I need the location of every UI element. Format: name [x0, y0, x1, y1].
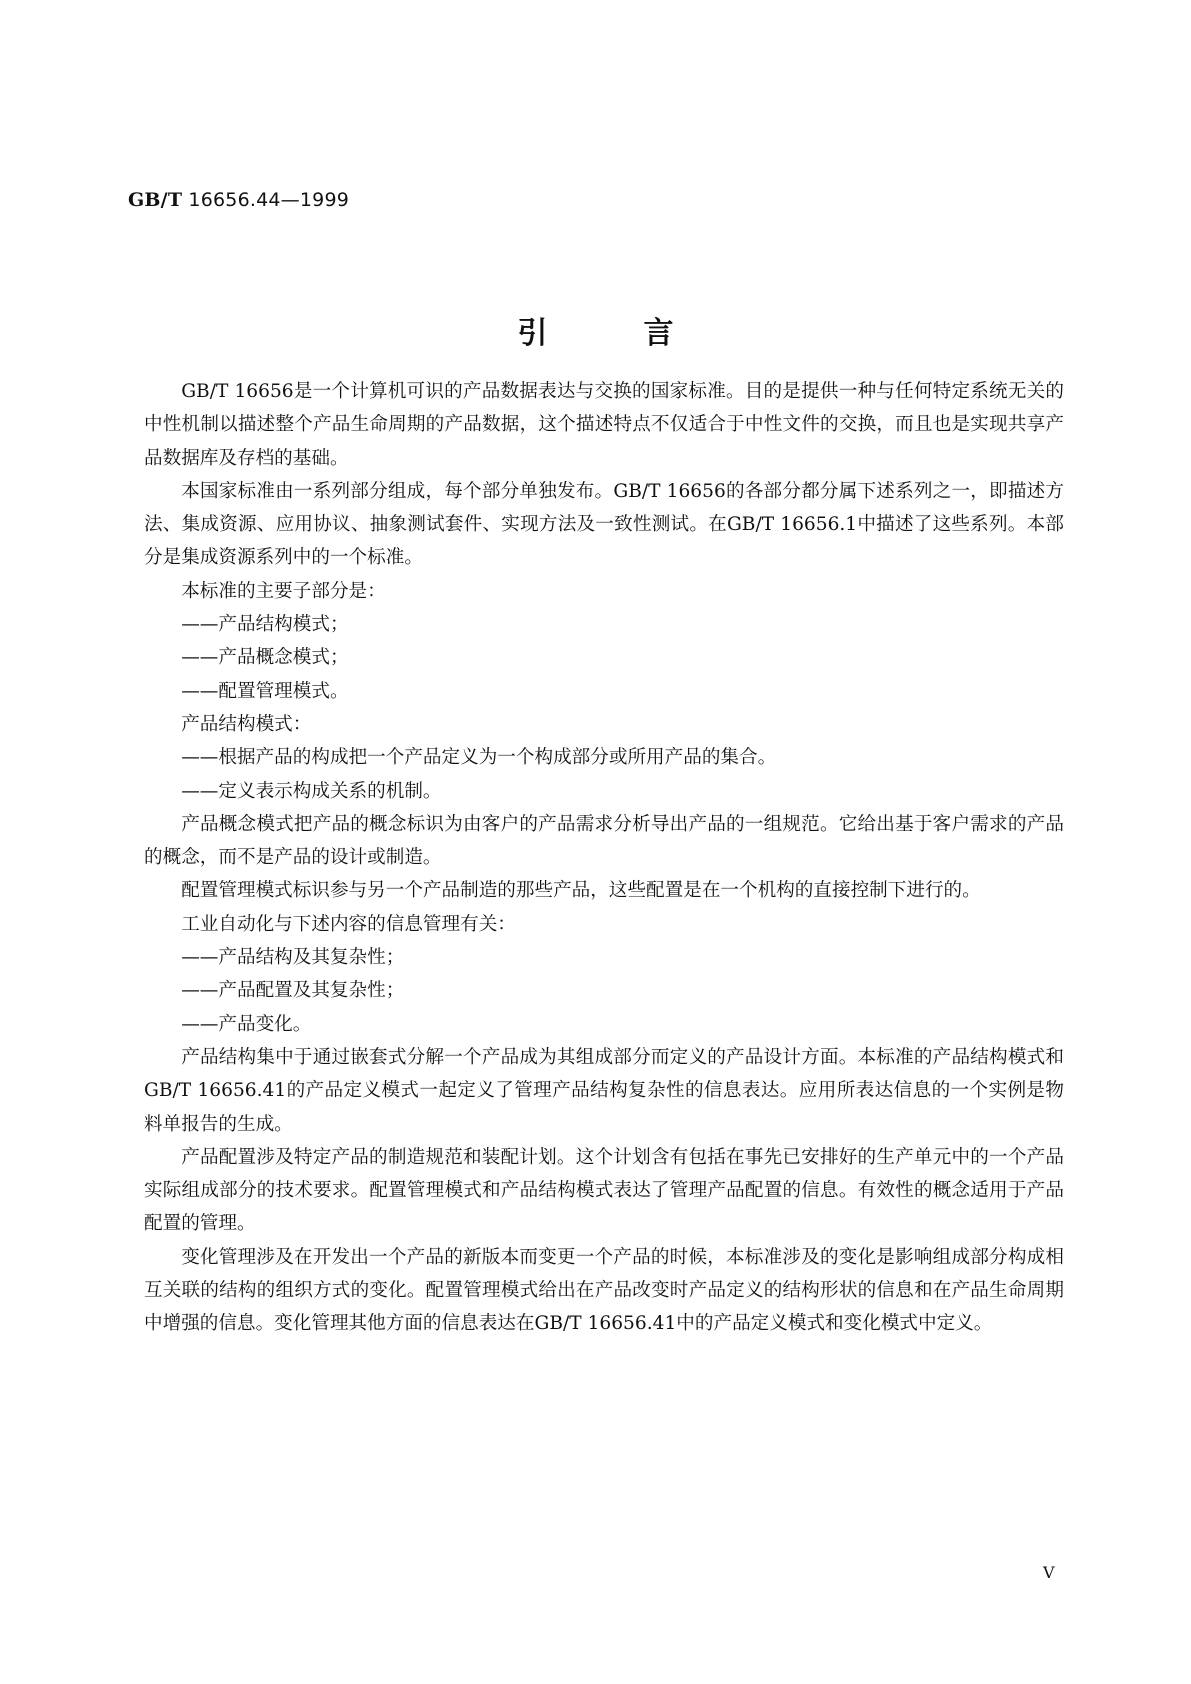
paragraph: 产品配置涉及特定产品的制造规范和装配计划。这个计划含有包括在事先已安排好的生产单元中的一个产品实际组成部分的技术要求。配置管理模式和产品结构模式表达了管理产品配置的信息。有效性的概念适用于产品配置的管理。	[144, 1146, 1064, 1235]
list-item: ——配置管理模式。	[181, 680, 349, 702]
paragraph: 本标准的主要子部分是：	[181, 580, 386, 602]
paragraph: 产品结构模式：	[181, 713, 312, 735]
list-item: ——产品配置及其复杂性；	[181, 980, 405, 1002]
page-title: 引言	[517, 316, 770, 351]
document-body	[144, 375, 1064, 1341]
standard-code-header	[128, 189, 349, 211]
list-item: ——根据产品的构成把一个产品定义为一个构成部分或所用产品的集合。	[181, 747, 777, 769]
standard-code-number: 16656.44—1999	[188, 189, 350, 211]
paragraph: 配置管理模式标识参与另一个产品制造的那些产品，这些配置是在一个机构的直接控制下进行的。	[181, 880, 981, 902]
list-item: ——产品结构及其复杂性；	[181, 947, 405, 969]
list-item: ——产品概念模式；	[181, 647, 349, 669]
paragraph: 工业自动化与下述内容的信息管理有关：	[181, 913, 516, 935]
paragraph: 产品概念模式把产品的概念标识为由客户的产品需求分析导出产品的一组规范。它给出基于客户需求的产品的概念，而不是产品的设计或制造。	[144, 813, 1064, 869]
paragraph: 产品结构集中于通过嵌套式分解一个产品成为其组成部分而定义的产品设计方面。本标准的产品结构模式和GB/T 16656.41的产品定义模式一起定义了管理产品结构复杂性的信息表达。应用所表达信息的一个实例是物料单报告的生成。	[144, 1046, 1064, 1135]
paragraph: GB/T 16656是一个计算机可识的产品数据表达与交换的国家标准。目的是提供一种与任何特定系统无关的中性机制以描述整个产品生命周期的产品数据，这个描述特点不仅适合于中性文件的交换，而且也是实现共享产品数据库及存档的基础。	[144, 381, 1064, 469]
paragraph: 变化管理涉及在开发出一个产品的新版本而变更一个产品的时候，本标准涉及的变化是影响组成部分构成相互关联的结构的组织方式的变化。配置管理模式给出在产品改变时产品定义的结构形状的信息和在产品生命周期中增强的信息。变化管理其他方面的信息表达在GB/T 16656.41中的产品定义模式和变化模式中定义。	[144, 1246, 1064, 1335]
paragraph: 本国家标准由一系列部分组成，每个部分单独发布。GB/T 16656的各部分都分属下述系列之一，即描述方法、集成资源、应用协议、抽象测试套件、实现方法及一致性测试。在GB/T 16656.1中描述了这些系列。本部分是集成资源系列中的一个标准。	[144, 480, 1064, 569]
list-item: ——定义表示构成关系的机制。	[181, 780, 442, 802]
list-item: ——产品变化。	[181, 1013, 312, 1035]
standard-code-prefix: GB/T	[128, 189, 183, 211]
page-number: V	[1043, 1563, 1055, 1582]
list-item: ——产品结构模式；	[181, 614, 349, 636]
